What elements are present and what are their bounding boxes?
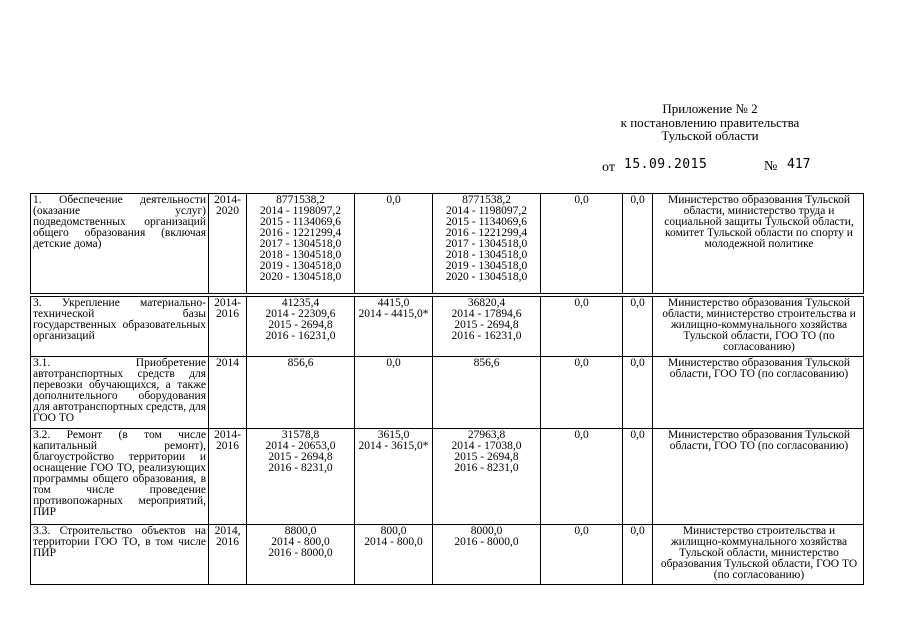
total-funding <box>247 194 355 294</box>
total-funding-line: 856,6 <box>287 357 314 369</box>
hdr-subtitle-line2: Тульской области <box>661 128 759 143</box>
regional-funding-line: 2019 - 1304518,0 <box>445 260 528 272</box>
total-funding-line: 2016 - 1221299,4 <box>259 227 342 239</box>
other-funding: 0,0 <box>623 194 653 294</box>
executor: Министерство строительства и жилищно-коммунального хозяйства Тульской области, министерство образования Тульской области, ГОО ТО (по согласованию) <box>653 525 864 585</box>
local-funding: 0,0 <box>541 357 623 429</box>
total-funding-line: 2015 - 1134069,6 <box>259 216 342 228</box>
total-funding-line: 2014 - 1198097,2 <box>259 205 342 217</box>
total-funding-line: 2015 - 2694,8 <box>268 319 333 331</box>
executor: Министерство образования Тульской области, ГОО ТО (по согласованию) <box>653 429 864 525</box>
table-row <box>31 194 864 294</box>
total-funding-line: 2014 - 22309,6 <box>265 308 336 320</box>
regional-funding-line: 2016 - 16231,0 <box>451 330 522 342</box>
regional-funding-line: 2014 - 17894,6 <box>451 308 522 320</box>
total-funding-line: 2014 - 20653,0 <box>265 440 336 452</box>
table-row <box>31 357 864 429</box>
regional-funding-line: 2018 - 1304518,0 <box>445 249 528 261</box>
federal-funding <box>355 357 433 429</box>
regional-funding-line: 2016 - 8231,0 <box>454 462 519 474</box>
activity-name: 3.1. Приобретение автотранспортных средств для перевозки обучающихся, а также дополнительного оборудования для автотранспортных средств, для ГОО ТО <box>31 357 209 429</box>
regional-funding-line: 2020 - 1304518,0 <box>445 271 528 283</box>
total-funding-line: 2014 - 800,0 <box>271 536 330 548</box>
period-years: 2014-2016 <box>209 297 247 357</box>
regional-funding-line: 2015 - 2694,8 <box>454 451 519 463</box>
federal-funding-line: 2014 - 3615,0* <box>358 440 429 452</box>
local-funding: 0,0 <box>541 525 623 585</box>
federal-funding-line: 4415,0 <box>377 297 410 309</box>
other-funding: 0,0 <box>623 297 653 357</box>
regional-funding-line: 2015 - 1134069,6 <box>445 216 528 228</box>
regional-funding <box>433 297 541 357</box>
document-number: 417 <box>787 157 811 172</box>
hdr-subtitle-line1: к постановлению правительства <box>620 115 800 130</box>
regional-funding-line: 2016 - 1221299,4 <box>445 227 528 239</box>
federal-funding <box>355 525 433 585</box>
federal-funding-line: 0,0 <box>386 357 401 369</box>
regional-funding <box>433 194 541 294</box>
table-row <box>31 429 864 525</box>
regional-funding <box>433 525 541 585</box>
total-funding-line: 31578,8 <box>281 429 320 441</box>
document-date: 15.09.2015 <box>624 157 708 172</box>
period-years: 2014-2020 <box>209 194 247 294</box>
executor: Министерство образования Тульской области, ГОО ТО (по согласованию) <box>653 357 864 429</box>
number-prefix: № <box>764 159 778 174</box>
federal-funding <box>355 429 433 525</box>
activity-name: 1. Обеспечение деятельности (оказание услуг) подведомственных организаций общего образования (включая детские дома) <box>31 194 209 294</box>
regional-funding-line: 27963,8 <box>467 429 506 441</box>
other-funding: 0,0 <box>623 429 653 525</box>
other-funding: 0,0 <box>623 357 653 429</box>
total-funding-line: 2016 - 16231,0 <box>265 330 336 342</box>
period-years: 2014, 2016 <box>209 525 247 585</box>
local-funding: 0,0 <box>541 429 623 525</box>
total-funding-line: 2018 - 1304518,0 <box>259 249 342 261</box>
regional-funding-line: 2016 - 8000,0 <box>454 536 519 548</box>
total-funding-line: 8800,0 <box>284 525 317 537</box>
total-funding-line: 2015 - 2694,8 <box>268 451 333 463</box>
regional-funding-line: 2014 - 17038,0 <box>451 440 522 452</box>
federal-funding-line: 2014 - 800,0 <box>364 536 423 548</box>
federal-funding-line: 3615,0 <box>377 429 410 441</box>
federal-funding-line: 800,0 <box>380 525 407 537</box>
local-funding: 0,0 <box>541 194 623 294</box>
total-funding <box>247 525 355 585</box>
regional-funding-line: 8771538,2 <box>462 194 511 206</box>
activity-name: 3. Укрепление материально-технической базы государственных образовательных организаций <box>31 297 209 357</box>
regional-funding-line: 8000,0 <box>470 525 503 537</box>
executor: Министерство образования Тульской области, министерство труда и социальной защиты Тульской области, комитет Тульской области по спорту и молодежной политике <box>653 194 864 294</box>
total-funding-line: 2019 - 1304518,0 <box>259 260 342 272</box>
period-years: 2014 <box>209 357 247 429</box>
total-funding-line: 2020 - 1304518,0 <box>259 271 342 283</box>
federal-funding-line: 2014 - 4415,0* <box>358 308 429 320</box>
budget-table <box>30 193 864 585</box>
table-row <box>31 525 864 585</box>
activity-name: 3.3. Строительство объектов на территории ГОО ТО, в том числе ПИР <box>31 525 209 585</box>
other-funding: 0,0 <box>623 525 653 585</box>
regional-funding <box>433 357 541 429</box>
total-funding <box>247 429 355 525</box>
period-years: 2014-2016 <box>209 429 247 525</box>
federal-funding <box>355 297 433 357</box>
federal-funding-line: 0,0 <box>386 194 401 206</box>
date-prefix: от <box>602 160 615 175</box>
local-funding: 0,0 <box>541 297 623 357</box>
total-funding-line: 2017 - 1304518,0 <box>259 238 342 250</box>
total-funding <box>247 297 355 357</box>
regional-funding-line: 856,6 <box>473 357 500 369</box>
executor: Министерство образования Тульской области, министерство строительства и жилищно-коммунального хозяйства Тульской области, ГОО ТО (по согласованию) <box>653 297 864 357</box>
table-row <box>31 297 864 357</box>
federal-funding <box>355 194 433 294</box>
regional-funding-line: 36820,4 <box>467 297 506 309</box>
total-funding-line: 2016 - 8231,0 <box>268 462 333 474</box>
total-funding-line: 8771538,2 <box>276 194 325 206</box>
regional-funding-line: 2017 - 1304518,0 <box>445 238 528 250</box>
regional-funding-line: 2015 - 2694,8 <box>454 319 519 331</box>
regional-funding-line: 2014 - 1198097,2 <box>445 205 528 217</box>
regional-funding <box>433 429 541 525</box>
total-funding-line: 41235,4 <box>281 297 320 309</box>
hdr-title: Приложение № 2 <box>662 101 758 116</box>
activity-name: 3.2. Ремонт (в том числе капитальный ремонт), благоустройство территории и оснащение ГОО ТО, реализующих программы общего образования, в том числе проведение противопожарных мероприятий, ПИР <box>31 429 209 525</box>
total-funding-line: 2016 - 8000,0 <box>268 547 333 559</box>
total-funding <box>247 357 355 429</box>
